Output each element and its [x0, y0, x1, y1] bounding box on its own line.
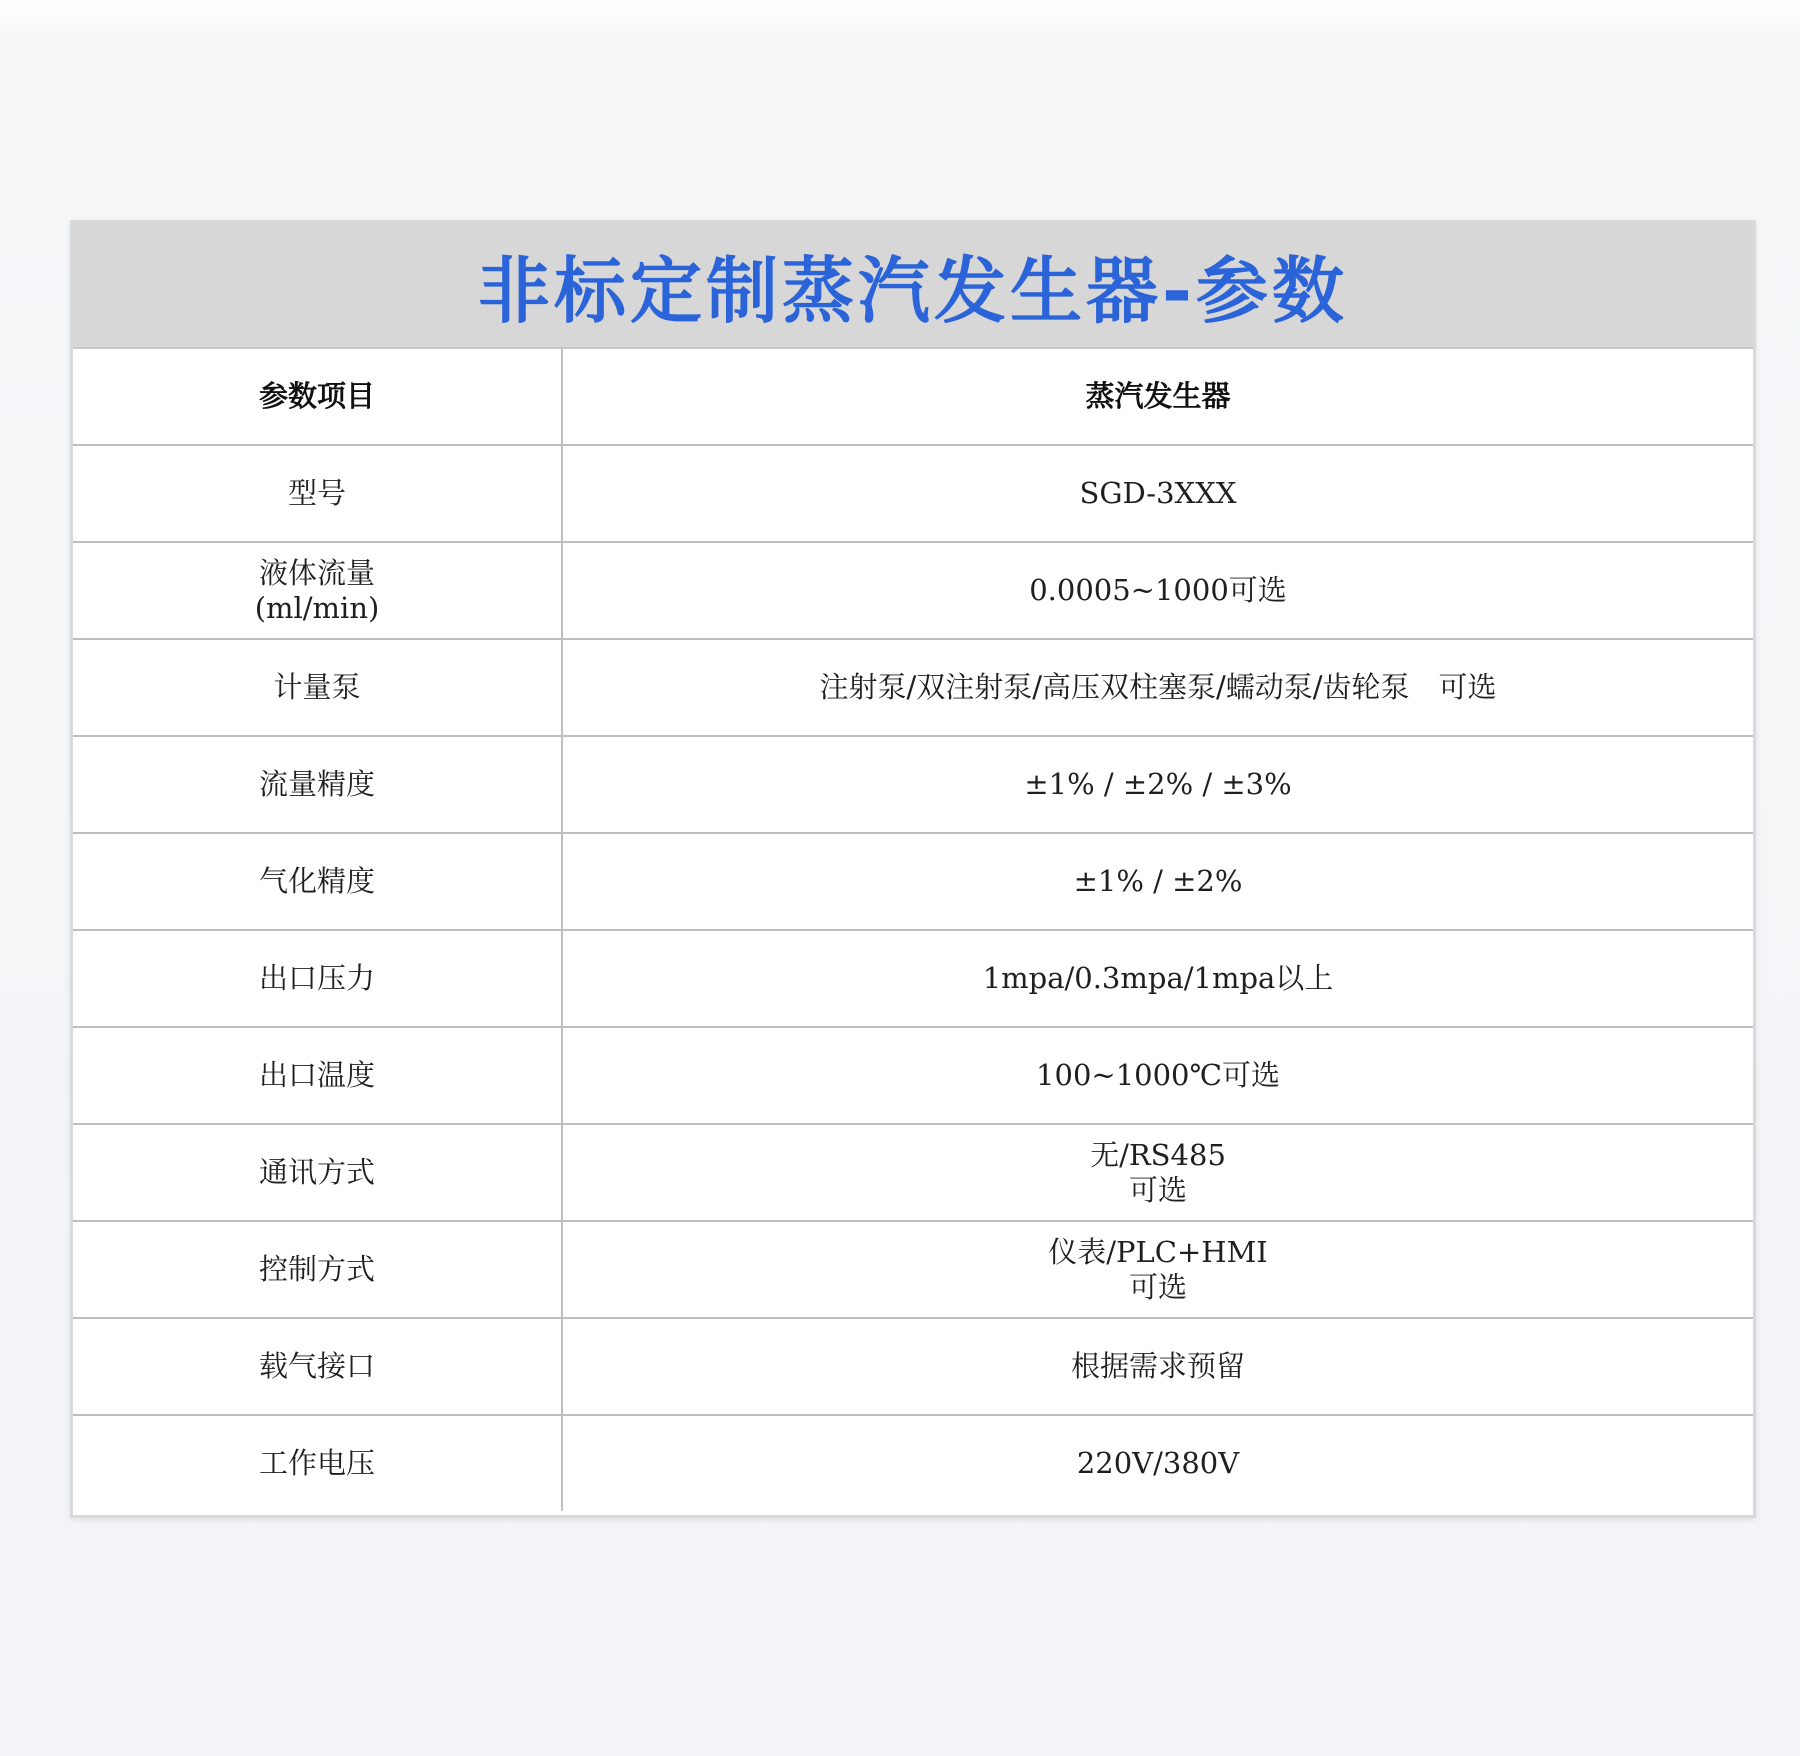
- parameter-table: [73, 349, 1753, 1511]
- table-header-row: [73, 349, 1753, 445]
- row-value-control-line2: 可选: [1128, 1269, 1187, 1304]
- table-row: [73, 736, 1753, 833]
- row-label-liquid-flow-unit: (ml/min): [254, 590, 380, 625]
- table-row: [73, 930, 1753, 1027]
- table-row: [73, 1027, 1753, 1124]
- parameter-sheet: [70, 220, 1756, 1518]
- row-value-model: SGD-3XXX: [562, 445, 1753, 542]
- table-row: [73, 639, 1753, 736]
- row-value-flow-accuracy: ±1% / ±2% / ±3%: [562, 736, 1753, 833]
- row-value-communication-line2: 可选: [1128, 1172, 1187, 1207]
- row-value-communication-line1: 无/RS485: [1090, 1137, 1226, 1172]
- header-steam-generator: 蒸汽发生器: [1085, 379, 1231, 414]
- row-label-liquid-flow-line1: 液体流量: [258, 555, 375, 590]
- table-row: [73, 1221, 1753, 1318]
- table-row: [73, 1124, 1753, 1221]
- row-value-control-line1: 仪表/PLC+HMI: [1048, 1234, 1268, 1269]
- title-bar: [73, 223, 1753, 349]
- row-value-communication: [562, 1124, 1753, 1221]
- row-value-liquid-flow: 0.0005~1000可选: [562, 542, 1753, 639]
- row-label-control: 控制方式: [73, 1221, 562, 1318]
- table-row: [73, 833, 1753, 930]
- table-row: [73, 1318, 1753, 1415]
- row-value-outlet-pressure: 1mpa/0.3mpa/1mpa以上: [562, 930, 1753, 1027]
- row-value-carrier-gas-port: 根据需求预留: [562, 1318, 1753, 1415]
- row-value-metering-pump: 注射泵/双注射泵/高压双柱塞泵/蠕动泵/齿轮泵 可选: [562, 639, 1753, 736]
- header-param-item: 参数项目: [73, 349, 562, 445]
- row-label-voltage: 工作电压: [73, 1415, 562, 1511]
- row-label-metering-pump: 计量泵: [73, 639, 562, 736]
- row-label-model: 型号: [73, 445, 562, 542]
- table-row: [73, 542, 1753, 639]
- row-label-vaporization-accuracy: 气化精度: [73, 833, 562, 930]
- row-label-carrier-gas-port: 载气接口: [73, 1318, 562, 1415]
- page-title: 非标定制蒸汽发生器-参数: [478, 249, 1348, 333]
- table-row: [73, 1415, 1753, 1511]
- row-label-communication: 通讯方式: [73, 1124, 562, 1221]
- row-label-liquid-flow: [73, 542, 562, 639]
- row-value-vaporization-accuracy: ±1% / ±2%: [562, 833, 1753, 930]
- row-value-voltage: 220V/380V: [562, 1415, 1753, 1511]
- table-row: [73, 445, 1753, 542]
- row-label-outlet-pressure: 出口压力: [73, 930, 562, 1027]
- row-label-flow-accuracy: 流量精度: [73, 736, 562, 833]
- row-label-outlet-temperature: 出口温度: [73, 1027, 562, 1124]
- row-value-outlet-temperature: 100~1000℃可选: [562, 1027, 1753, 1124]
- row-value-control: [562, 1221, 1753, 1318]
